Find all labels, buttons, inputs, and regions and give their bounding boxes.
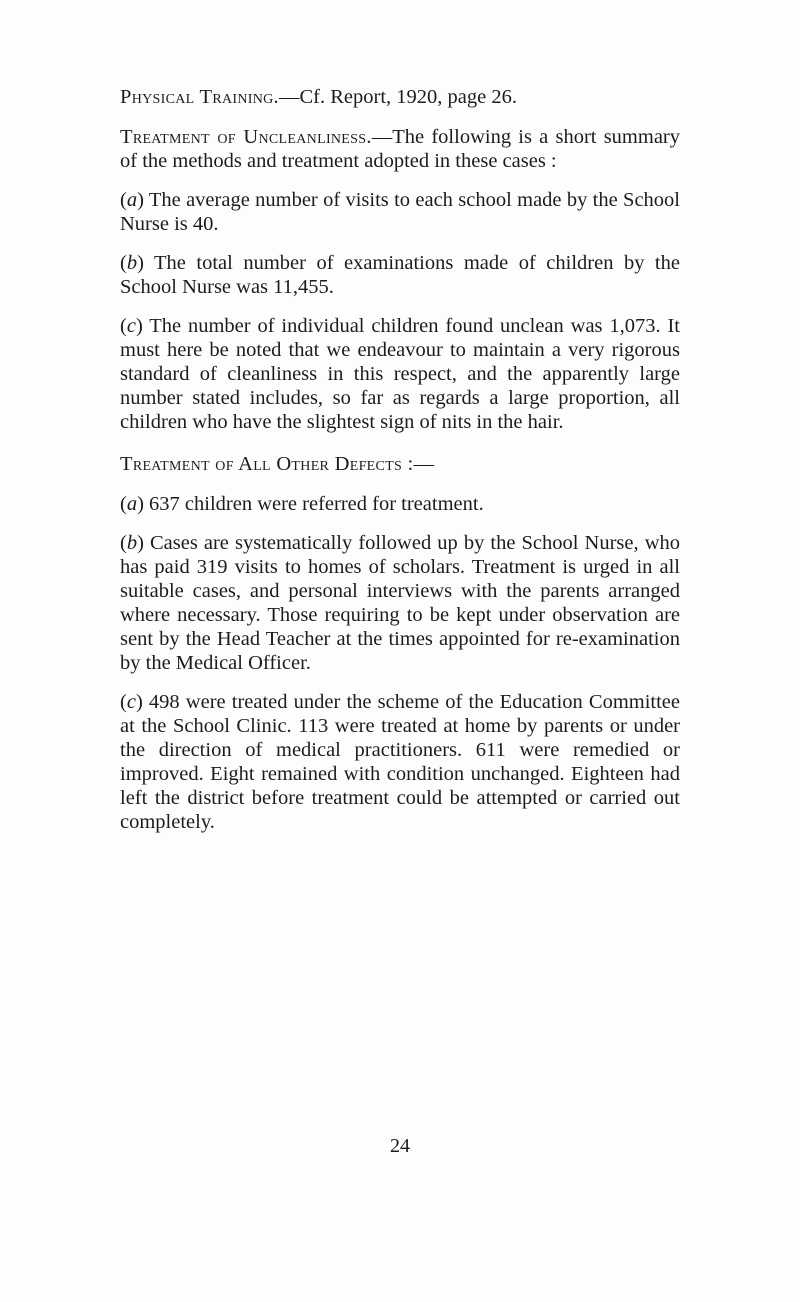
item-text: Cases are systematically followed up by the School Nurse, who has paid 319 visits to homes of scholars. Treatment is urged in all suitable cases, and personal interviews with the parents arranged where necessary. Those requiring to be kept under observation are sent by the Head Teacher at the times appointed for re-examination by the Medical Officer. xyxy=(120,532,681,674)
item-label: b xyxy=(126,532,138,554)
item-text: The total number of examinations made of children by the School Nurse was 11,455. xyxy=(120,252,680,298)
page-header xyxy=(120,85,680,109)
uncleanliness-item-b: (b) The total number of examinations made of children by the School Nurse was 11,455. xyxy=(120,252,680,298)
header-reference: —Cf. Report, 1920, page 26. xyxy=(278,86,517,108)
other-defects-heading: Treatment of All Other Defects :— xyxy=(120,453,435,475)
other-defects-item-b: (b) Cases are systematically followed up by the School Nurse, who has paid 319 visits to homes of scholars. Treatment is urged in all suitable cases, and personal interviews with the parents arranged where necessary. Those requiring to be kept under observation are sent by the Head Teacher at the times appointed for re-examination by the Medical Officer. xyxy=(120,532,681,674)
uncleanliness-intro-paragraph xyxy=(120,125,680,173)
uncleanliness-item-a: (a) The average number of visits to each school made by the School Nurse is 40. xyxy=(120,189,680,235)
header-title: Physical Training. xyxy=(120,86,279,108)
item-label: b xyxy=(126,252,138,274)
item-label: a xyxy=(126,493,138,515)
uncleanliness-item-c: (c) The number of individual children found unclean was 1,073. It must here be noted that we endeavour to maintain a very rigorous standard of cleanliness in this respect, and the apparently large number stated includes, so far as regards a large proportion, all children who have the slightest sign of nits in the hair. xyxy=(120,315,680,433)
page-number: 24 xyxy=(390,1135,410,1157)
uncleanliness-heading: Treatment of Uncleanliness. xyxy=(120,126,372,148)
uncleanliness-intro: —The following is a short summary of the methods and treatment adopted in these cases : xyxy=(120,126,680,172)
other-defects-heading-paragraph xyxy=(120,452,680,476)
other-defects-item-c: (c) 498 were treated under the scheme of the Education Committee at the School Clinic. 113 were treated at home by parents or under the direction of medical practitioners. 611 were remedied or improved. Eight remained with condition unchanged. Eighteen had left the district before treatment could be attempted or carried out completely. xyxy=(120,691,680,833)
item-text: The average number of visits to each school made by the School Nurse is 40. xyxy=(120,189,680,235)
item-text: 498 were treated under the scheme of the Education Committee at the School Clinic. 113 were treated at home by parents or under the direction of medical practitioners. 611 were remedied or improved. Eight remained with condition unchanged. Eighteen had left the district before treatment could be attempted or carried out completely. xyxy=(120,691,680,833)
item-label: c xyxy=(126,315,136,337)
item-text: The number of individual children found unclean was 1,073. It must here be noted that we endeavour to maintain a very rigorous standard of cleanliness in this respect, and the apparently large number stated includes, so far as regards a large proportion, all children who have the slightest sign of nits in the hair. xyxy=(120,315,680,433)
item-label: c xyxy=(126,691,136,713)
text-body xyxy=(120,85,680,849)
item-text: 637 children were referred for treatment. xyxy=(149,493,484,515)
item-label: a xyxy=(126,189,138,211)
other-defects-item-a: (a) 637 children were referred for treatment. xyxy=(120,493,484,515)
